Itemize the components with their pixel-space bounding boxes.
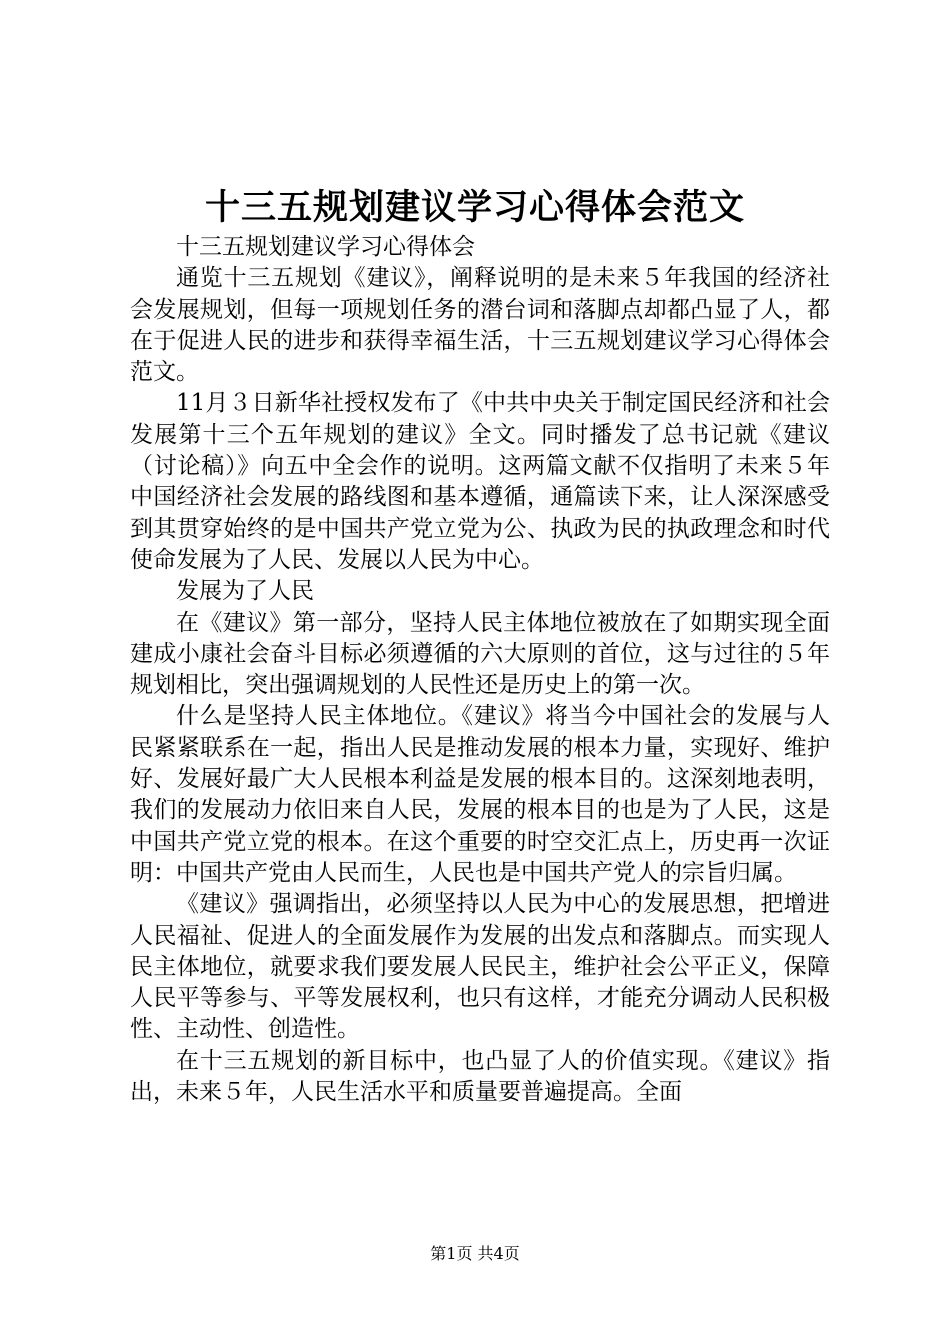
paragraph: 11月３日新华社授权发布了《中共中央关于制定国民经济和社会发展第十三个五年规划的建议》全文。同时播发了总书记就《建议（讨论稿）》向五中全会作的说明。这两篇文献不仅指明了未来５年中国经济社会发展的路线图和基本遵循，通篇读下来，让人深深感受到其贯穿始终的是中国共产党立党为公、执政为民的执政理念和时代使命发展为了人民、发展以人民为中心。 (130, 390, 830, 573)
paragraph: 《建议》强调指出，必须坚持以人民为中心的发展思想，把增进人民福祉、促进人的全面发展作为发展的出发点和落脚点。而实现人民主体地位，就要求我们要发展人民民主，维护社会公平正义，保障人民平等参与、平等发展权利，也只有这样，才能充分调动人民积极性、主动性、创造性。 (130, 891, 830, 1043)
page-footer (0, 1243, 950, 1265)
section-heading: 发展为了人民 (176, 578, 314, 605)
document-body (130, 232, 830, 1108)
paragraph: 在《建议》第一部分，坚持人民主体地位被放在了如期实现全面建成小康社会奋斗目标必须遵循的六大原则的首位，这与过往的５年规划相比，突出强调规划的人民性还是历史上的第一次。 (130, 609, 830, 699)
page-number: 第1页 共4页 (430, 1244, 520, 1263)
paragraph-subtitle: 十三五规划建议学习心得体会 (176, 234, 475, 260)
paragraph: 通览十三五规划《建议》，阐释说明的是未来５年我国的经济社会发展规划，但每一项规划任务的潜台词和落脚点却都凸显了人，都在于促进人民的进步和获得幸福生活，十三五规划建议学习心得体会范文。 (130, 265, 830, 386)
paragraph: 什么是坚持人民主体地位。《建议》将当今中国社会的发展与人民紧紧联系在一起，指出人民是推动发展的根本力量，实现好、维护好、发展好最广大人民根本利益是发展的根本目的。这深刻地表明，我们的发展动力依旧来自人民，发展的根本目的也是为了人民，这是中国共产党立党的根本。在这个重要的时空交汇点上，历史再一次证明：中国共产党由人民而生，人民也是中国共产党人的宗旨归属。 (130, 703, 830, 886)
paragraph: 在十三五规划的新目标中，也凸显了人的价值实现。《建议》指出，未来５年，人民生活水平和质量要普遍提高。全面 (130, 1047, 830, 1106)
document-title: 十三五规划建议学习心得体会范文 (204, 187, 745, 228)
